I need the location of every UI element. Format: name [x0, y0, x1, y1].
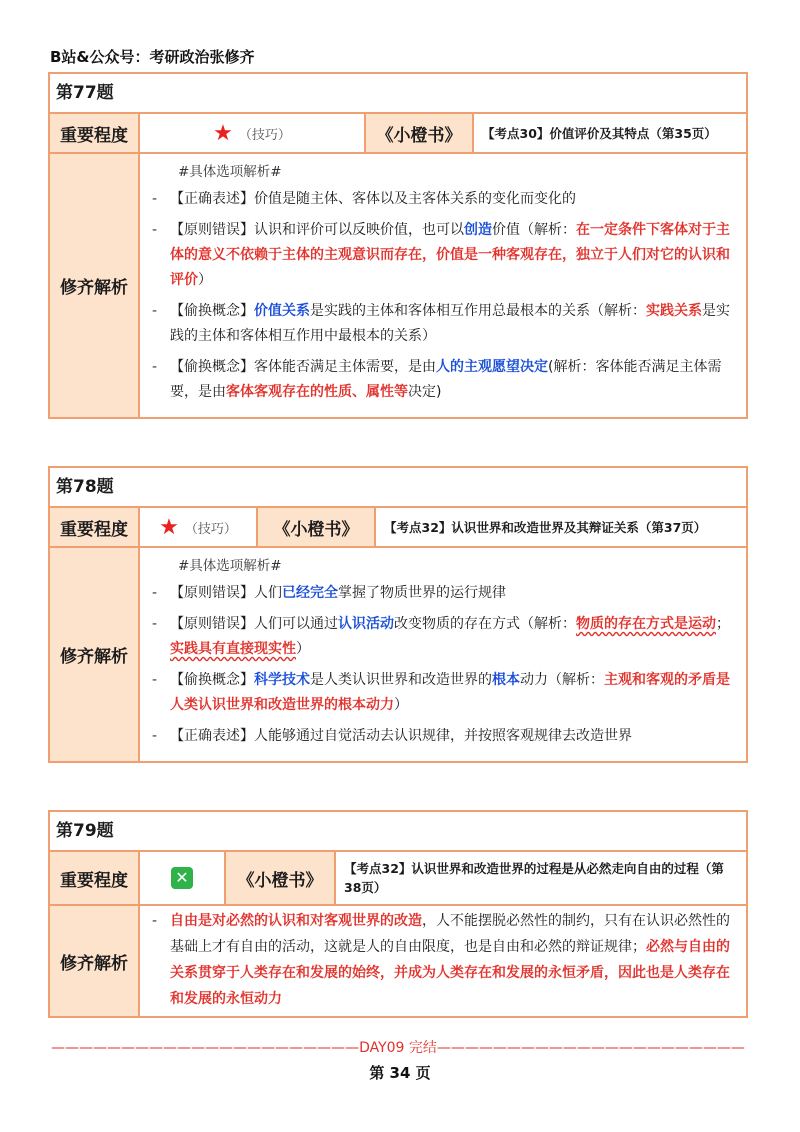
list-item: - 【原则错误】认识和评价可以反映价值，也可以创造价值（解析：在一定条件下客体对于主体的意义不依赖于主体的主观意识而存在，价值是一种客观存在，独立于人们对它的认识和评价）	[152, 222, 730, 288]
question-77-title: 第77题	[50, 74, 746, 114]
analysis-content	[140, 154, 746, 417]
analysis-label: 修齐解析	[50, 154, 140, 417]
analysis-row	[50, 548, 746, 761]
page-header: B站&公众号：考研政治张修齐	[50, 48, 255, 66]
list-item: - 【原则错误】人们已经完全掌握了物质世界的运行规律	[152, 585, 506, 601]
cross-mark-icon: ✕	[171, 867, 193, 889]
list-item: - 【原则错误】人们可以通过认识活动改变物质的存在方式（解析：物质的存在方式是运动；实践具有直接现实性）	[152, 616, 730, 657]
book-label: 《小橙书》	[258, 508, 376, 546]
importance-row	[50, 852, 746, 906]
importance-label: 重要程度	[50, 852, 140, 904]
list-item: - 【偷换概念】客体能否满足主体需要，是由人的主观愿望决定(解析：客体能否满足主体需要，是由客体客观存在的性质、属性等决定)	[152, 359, 722, 400]
list-item: - 自由是对必然的认识和对客观世界的改造，人不能摆脱必然性的制约，只有在认识必然性的基础上才有自由的活动，这就是人的自由限度，也是自由和必然的辩证规律；必然与自由的关系贯穿于人类存在和发展的始终，并成为人类存在和发展的永恒矛盾，因此也是人类存在和发展的永恒动力	[152, 913, 730, 1007]
analysis-label: 修齐解析	[50, 548, 140, 761]
question-79-block	[48, 810, 748, 1018]
importance-row	[50, 508, 746, 548]
importance-rating	[140, 114, 366, 152]
keypoint-text: 【考点30】价值评价及其特点（第35页）	[482, 125, 717, 141]
page-number: 第 34 页	[369, 1064, 431, 1082]
keypoint-text: 【考点32】认识世界和改造世界及其辩证关系（第37页）	[384, 519, 707, 535]
analysis-label: 修齐解析	[50, 906, 140, 1016]
importance-note: （技巧）	[184, 521, 237, 537]
list-item: - 【正确表述】价值是随主体、客体以及主客体关系的变化而变化的	[152, 191, 576, 207]
book-label: 《小橙书》	[226, 852, 336, 904]
list-item: - 【偷换概念】科学技术是人类认识世界和改造世界的根本动力（解析：主观和客观的矛盾是人类认识世界和改造世界的根本动力）	[152, 672, 730, 713]
star-icon: ★	[159, 514, 179, 540]
book-label: 《小橙书》	[366, 114, 474, 152]
analysis-content	[140, 548, 746, 761]
analysis-row	[50, 906, 746, 1016]
star-icon: ★	[213, 120, 233, 146]
importance-rating	[140, 508, 258, 546]
analysis-content	[140, 906, 746, 1016]
importance-label: 重要程度	[50, 508, 140, 546]
list-item: - 【偷换概念】价值关系是实践的主体和客体相互作用总最根本的关系（解析：实践关系是实践的主体和客体相互作用中最根本的关系）	[152, 303, 730, 344]
list-item: - 【正确表述】人能够通过自觉活动去认识规律，并按照客观规律去改造世界	[152, 728, 632, 744]
importance-label: 重要程度	[50, 114, 140, 152]
sub-heading: #具体选项解析#	[178, 558, 282, 574]
importance-rating	[140, 852, 226, 904]
analysis-row	[50, 154, 746, 417]
question-78-block	[48, 466, 748, 763]
sub-heading: #具体选项解析#	[178, 164, 282, 180]
importance-row	[50, 114, 746, 154]
question-78-title: 第78题	[50, 468, 746, 508]
question-77-block	[48, 72, 748, 419]
keypoint-text: 【考点32】认识世界和改造世界的过程是从必然走向自由的过程（第38页）	[344, 861, 724, 895]
day-end-divider: ——————————————————————DAY09 完结——————————————————————	[51, 1040, 745, 1056]
question-79-title: 第79题	[50, 812, 746, 852]
importance-note: （技巧）	[238, 127, 291, 143]
